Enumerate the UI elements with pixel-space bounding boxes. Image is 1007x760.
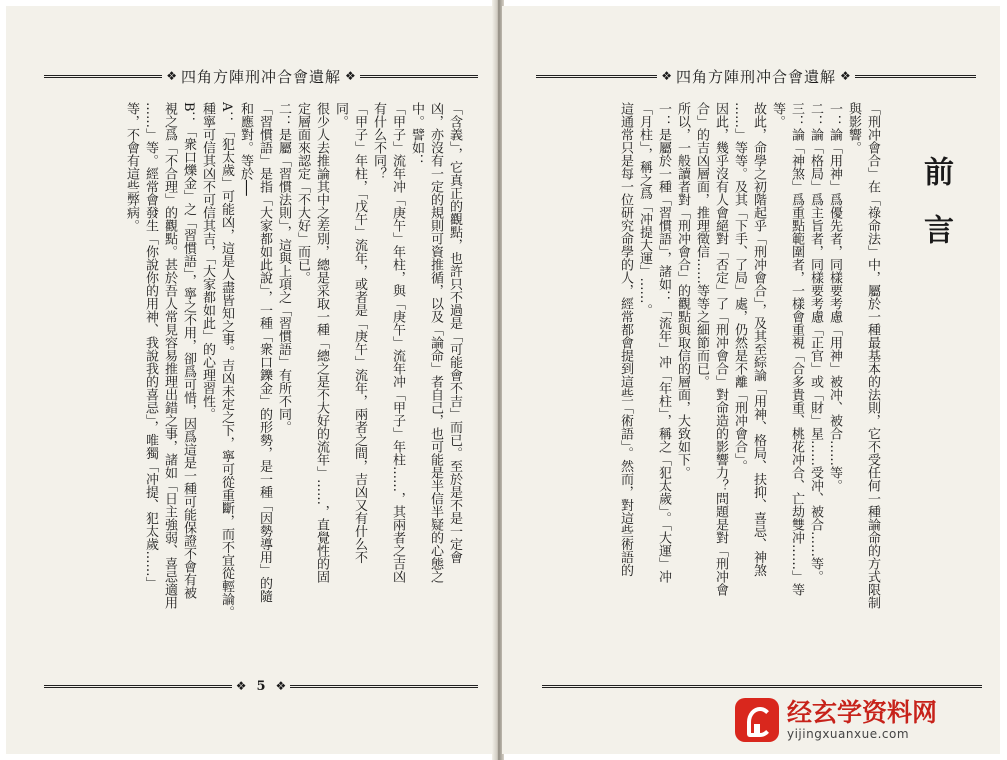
footer-rule: [44, 685, 232, 688]
text-column: 因此，幾乎沒有人會絕對「否定」了「刑冲會合」對命造的影響力？問題是對「刑冲會: [713, 102, 728, 596]
left-page: [6, 6, 492, 754]
footer-rule: [290, 685, 478, 688]
text-column: 和應對。等於──: [238, 102, 253, 196]
right-running-header: [536, 64, 976, 88]
text-column: 等。: [770, 102, 785, 128]
right-body-text: [538, 102, 882, 662]
text-column: 與影響。: [846, 102, 861, 154]
text-column: 三：論「神煞」爲重點範圍者，一樣會重視「合多貴重、桃花冲合、亡劫雙冲……」等: [789, 102, 804, 596]
text-column: 有什么不同？: [371, 102, 386, 180]
text-column: 故此，命學之初階起乎「刑冲會合」，及其至綜論「用神、格局、扶抑、喜忌、神煞: [751, 102, 766, 577]
text-column: 一：是屬於一種「習慣語」，諸如：「流年」冲「年柱」，稱之「犯太歲」。「大運」冲: [656, 102, 671, 583]
text-column: A：「犯太歲」可能凶，這是人盡皆知之事。吉凶未定之下，寧可從重斷，而不宜從輕論。: [219, 102, 234, 619]
page-number: 5: [256, 678, 266, 694]
text-column: 二：論「格局」爲主旨者，同樣要考慮「正官」或「財」星……受冲、被合……等。: [808, 102, 823, 583]
header-rule: [44, 75, 162, 78]
text-column: 定層面來認定「不大好」而已。: [295, 102, 310, 284]
header-rule: [536, 75, 657, 78]
text-column: 合」的吉凶層面，推理徵信……等等之細節而已。: [694, 102, 709, 388]
text-column: 視之爲「不合理」的觀點。甚於吾人常見容易推理出錯之事，諸如「日主強弱、喜忌適用: [162, 102, 177, 609]
footer-rule: [542, 685, 982, 688]
ornament-icon: ❖: [345, 69, 356, 83]
text-column: 「含義」，它真正的觀點，也許只不過是「可能會不吉」而已。至於是不是一定會: [447, 102, 462, 564]
watermark-url: yijingxuanxue.com: [787, 727, 910, 741]
header-rule: [855, 75, 976, 78]
running-title: 四角方陣刑冲合會遺解: [676, 67, 837, 86]
text-column: ……」等等。及其「下手、了局」處，仍然是不離「刑冲會合」。: [732, 102, 747, 473]
left-running-header: [44, 64, 478, 88]
text-column: 種寧可信其凶不可信其吉，「大家都如此」的心理習性。: [200, 102, 215, 421]
text-column: 中。譬如：: [409, 102, 424, 167]
text-column: 這通常只是每一位研究命學的人，經常都會提到這些「術語」。然而，對這些術語的: [618, 102, 633, 577]
header-rule: [360, 75, 478, 78]
ornament-icon: ❖: [661, 69, 672, 83]
watermark-text: [787, 699, 937, 741]
left-page-footer: [44, 676, 478, 696]
site-watermark: [735, 694, 997, 746]
ornament-icon: ❖: [840, 69, 851, 83]
ornament-icon: ❖: [235, 679, 247, 693]
text-column: 凶，亦沒有一定的規則可資推循，以及「論命」者自己，也可能是半信半疑的心態之: [428, 102, 443, 583]
text-column: ……」等。經常會發生「你說你的用神、我說我的喜忌」，唯獨「冲提、犯太歲……」: [143, 102, 158, 590]
text-column: 所以，一般讀者對「刑冲會合」的觀點與取信的層面，大致如下。: [675, 102, 690, 479]
watermark-logo-icon: [735, 698, 779, 742]
right-page: [502, 6, 1000, 754]
text-column: B：「衆口爍金」之「習慣語」，寧之不用，卻爲可惜，因爲這是一種可能保證不會有被: [181, 102, 196, 600]
text-column: 「習慣語」是指「大家都如此說」，一種「衆口鑠金」的形勢，是一種「因勢導用」的隨: [257, 102, 272, 603]
text-column: 二：是屬「習慣法則」，這與上項之「習慣語」有所不同。: [276, 102, 291, 434]
left-body-text: [54, 102, 464, 668]
text-column: 「月柱」，稱之爲「冲提大運」……。: [637, 102, 652, 317]
right-page-footer: [542, 676, 982, 696]
chapter-heading: 前言: [918, 156, 953, 272]
text-column: 很少人去推論其中之差別，總是采取一種「總之是不大好的流年」……，直覺性的固: [314, 102, 329, 583]
text-column: 一：論「用神」爲優先者，同樣要考慮「用神」被冲、被合……等。: [827, 102, 842, 492]
running-title: 四角方陣刑冲合會遺解: [181, 67, 342, 86]
text-column: 「甲子」年柱，「戊午」流年，或者是「庚午」流年，兩者之間，吉凶又有什么不: [352, 102, 367, 564]
text-column: 「刑冲會合」在「祿命法」中，屬於一種最基本的法則，它不受任何一種論命的方式限制: [865, 102, 880, 609]
watermark-site-name: 经玄学资料网: [787, 698, 938, 727]
ornament-icon: ❖: [275, 679, 287, 693]
text-column: 「甲子」流年冲「庚午」年柱，與「庚午」流年冲「甲子」年柱……，其兩者之吉凶: [390, 102, 405, 583]
ornament-icon: ❖: [166, 69, 177, 83]
text-column: 同。: [333, 102, 348, 128]
text-column: 等，不會有這些弊病。: [124, 102, 139, 232]
